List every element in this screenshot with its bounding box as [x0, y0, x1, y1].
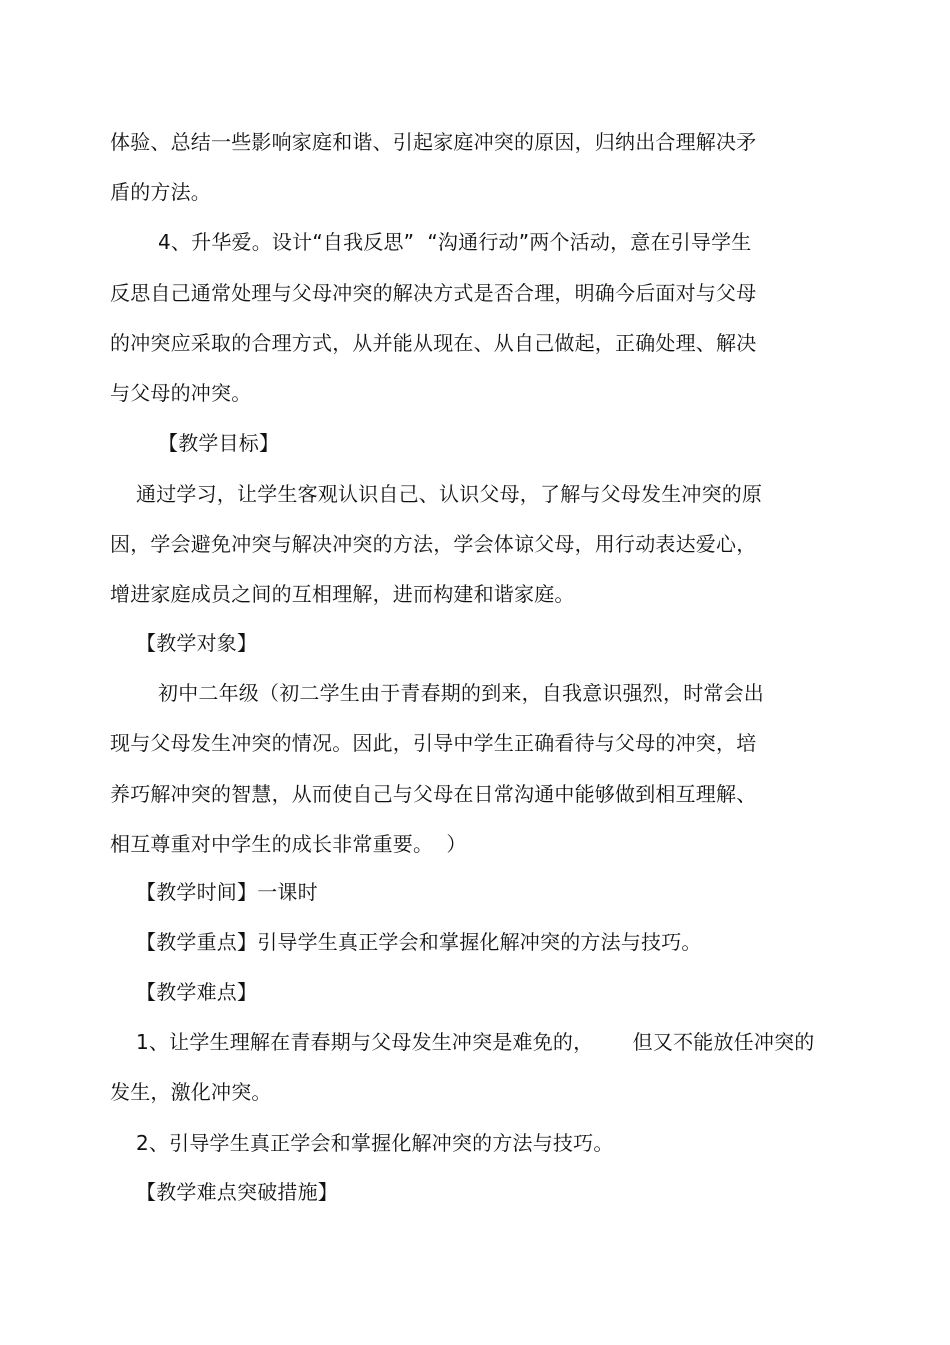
paragraph-line: 1、让学生理解在青春期与父母发生冲突是难免的， 但又不能放任冲突的 [136, 1030, 815, 1054]
paragraph-line: 反思自己通常处理与父母冲突的解决方式是否合理，明确今后面对与父母 [110, 281, 757, 305]
section-heading: 【教学对象】 [136, 631, 258, 655]
section-heading: 【教学难点】 [136, 980, 258, 1004]
paragraph-line: 4、升华爱。设计“自我反思” “沟通行动”两个活动，意在引导学生 [158, 230, 752, 254]
paragraph-line: 的冲突应采取的合理方式，从并能从现在、从自己做起，正确处理、解决 [110, 331, 757, 355]
paragraph-line: 因，学会避免冲突与解决冲突的方法，学会体谅父母，用行动表达爱心， [110, 532, 757, 556]
paragraph-line: 通过学习，让学生客观认识自己、认识父母，了解与父母发生冲突的原 [136, 482, 763, 506]
paragraph-line: 体验、总结一些影响家庭和谐、引起家庭冲突的原因，归纳出合理解决矛 [110, 130, 757, 154]
paragraph-line: 盾的方法。 [110, 180, 211, 204]
paragraph-line: 初中二年级（初二学生由于青春期的到来，自我意识强烈，时常会出 [158, 681, 764, 705]
paragraph-line: 相互尊重对中学生的成长非常重要。 ） [110, 832, 467, 856]
section-heading: 【教学时间】一课时 [136, 880, 318, 904]
paragraph-line: 2、引导学生真正学会和掌握化解冲突的方法与技巧。 [136, 1131, 614, 1155]
paragraph-line: 发生，激化冲突。 [110, 1080, 272, 1104]
paragraph-line: 现与父母发生冲突的情况。因此，引导中学生正确看待与父母的冲突，培 [110, 731, 757, 755]
section-heading: 【教学目标】 [158, 431, 280, 455]
section-heading: 【教学难点突破措施】 [136, 1180, 338, 1204]
paragraph-line: 增进家庭成员之间的互相理解，进而构建和谐家庭。 [110, 582, 575, 606]
paragraph-line: 与父母的冲突。 [110, 381, 252, 405]
section-heading: 【教学重点】引导学生真正学会和掌握化解冲突的方法与技巧。 [136, 930, 702, 954]
paragraph-line: 养巧解冲突的智慧，从而使自己与父母在日常沟通中能够做到相互理解、 [110, 782, 757, 806]
